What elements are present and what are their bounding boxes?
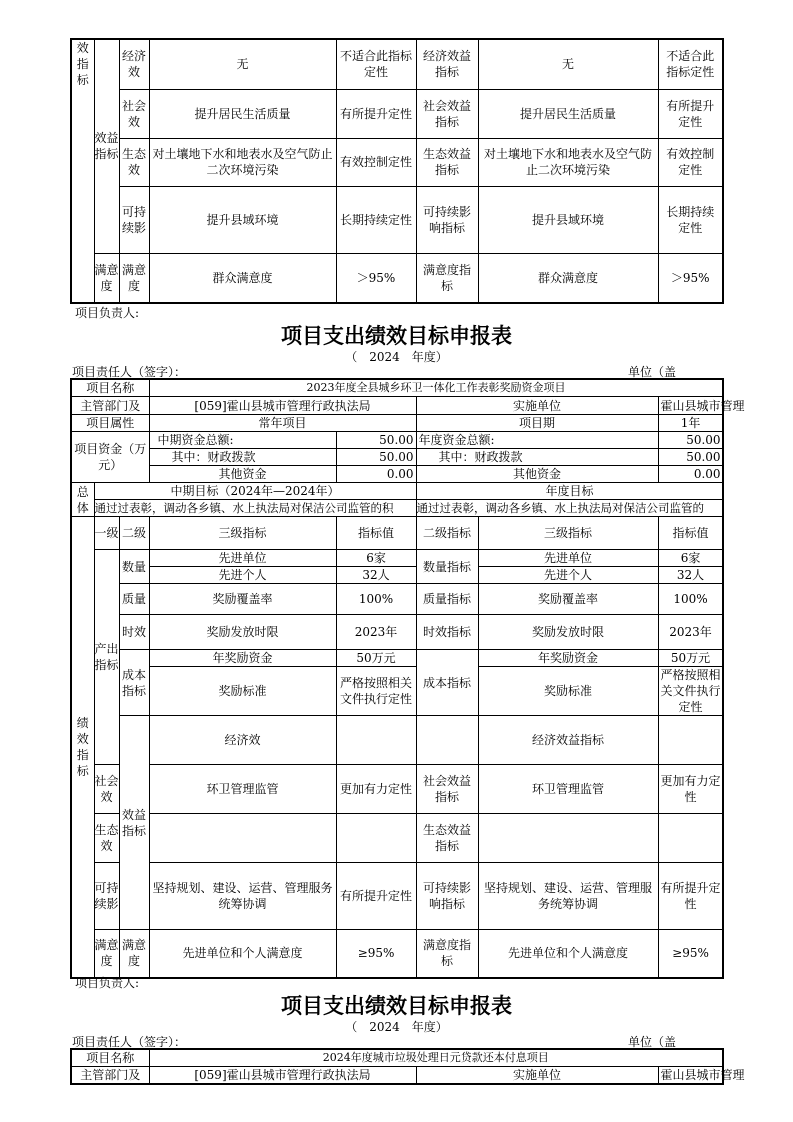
sub-label: 质量	[119, 584, 149, 615]
section3-table	[70, 1048, 745, 1085]
sub-label: 可持续影	[119, 186, 149, 253]
header-cell: 三级指标	[149, 517, 336, 550]
fund-label: 年度资金总额:	[416, 432, 658, 449]
benefit-label: 效益指标	[119, 716, 149, 930]
table-row	[71, 1049, 723, 1067]
sub-label: 社会效	[119, 89, 149, 138]
cell: 100%	[658, 584, 723, 615]
perf-label: 绩效指标	[71, 517, 94, 978]
cell: 社会效益指标	[416, 765, 478, 814]
page-title: 项目支出绩效目标申报表	[281, 993, 512, 1018]
cell: 无	[149, 39, 336, 89]
cell: 可持续影响指标	[416, 186, 478, 253]
table-row	[71, 814, 723, 863]
impl-value: 霍山县城市管理	[658, 397, 723, 415]
cell: 提升县域环境	[149, 186, 336, 253]
unit-label: 单位（盖	[628, 1035, 677, 1049]
table-row	[71, 466, 723, 483]
cell: 更加有力定性	[658, 765, 723, 814]
cell: 坚持规划、建设、运营、管理服务统筹协调	[478, 863, 658, 930]
cell: 坚持规划、建设、运营、管理服务统筹协调	[149, 863, 336, 930]
cell	[416, 716, 478, 765]
responsible-label: 项目责任人（签字）：	[72, 1035, 187, 1049]
footer-label: 项目负责人:	[75, 976, 140, 990]
cell: 经济效益指标	[416, 39, 478, 89]
table-row	[71, 567, 723, 584]
cell: 年奖励资金	[478, 650, 658, 667]
annual-goal-text: 通过过表彰，调动各乡镇、水上执法局对保洁公司监管的	[416, 501, 705, 515]
cell: 32人	[336, 567, 416, 584]
fund-value: 50.00	[336, 432, 416, 449]
perf-label: 效指标	[71, 39, 94, 303]
cell: 时效指标	[416, 615, 478, 650]
cell: 长期持续定性	[336, 186, 416, 253]
section1-table	[70, 38, 724, 304]
impl-value: 霍山县城市管理	[658, 1067, 723, 1085]
cell: 先进单位	[149, 550, 336, 567]
sub-label: 可持续影	[94, 863, 119, 930]
sub-label: 经济效	[119, 39, 149, 89]
cell	[478, 814, 658, 863]
cell: 提升居民生活质量	[149, 89, 336, 138]
annual-goal-label: 年度目标	[417, 483, 723, 500]
cell: 长期持续定性	[658, 186, 723, 253]
cell: 年奖励资金	[149, 650, 336, 667]
sub-label: 成本指标	[119, 650, 149, 716]
footer-label: 项目负责人:	[75, 306, 140, 320]
cell	[336, 716, 416, 765]
cell: 对土壤地下水和地表水及空气防止二次环境污染	[478, 138, 658, 186]
name-value: 2024年度城市垃圾处理日元贷款还本付息项目	[149, 1049, 723, 1067]
cell: 生态效益指标	[416, 814, 478, 863]
sub-label: 经济效	[149, 716, 336, 765]
cell: 有效控制定性	[658, 138, 723, 186]
table-header-row	[71, 517, 723, 550]
cell: 有所提升定性	[658, 863, 723, 930]
cell: 先进单位和个人满意度	[478, 930, 658, 978]
header-cell: 指标值	[658, 517, 723, 550]
cell: 先进单位	[478, 550, 658, 567]
table-row	[71, 716, 723, 765]
sub-label: 满意度	[119, 253, 149, 303]
cell: 50万元	[336, 650, 416, 667]
cell: 生态效益指标	[416, 138, 478, 186]
cell: 社会效益指标	[416, 89, 478, 138]
cell: 50万元	[658, 650, 723, 667]
cell: 奖励覆盖率	[149, 584, 336, 615]
table-row	[71, 89, 723, 138]
benefit-label: 效益指标	[94, 39, 119, 253]
attr-value: 常年项目	[149, 415, 416, 432]
cell: 群众满意度	[478, 253, 658, 303]
cell	[336, 814, 416, 863]
cell: 不适合此指标定性	[658, 39, 723, 89]
cell: 严格按照相关文件执行定性	[336, 667, 416, 716]
header-cell: 三级指标	[478, 517, 658, 550]
header-cell: 二级指标	[416, 517, 478, 550]
fund-label: 项目资金（万元）	[71, 432, 149, 483]
responsible-label: 项目责任人（签字）：	[72, 365, 187, 379]
cell: 有所提升定性	[336, 89, 416, 138]
sub-label: 时效	[119, 615, 149, 650]
cell: 奖励标准	[478, 667, 658, 716]
cell: 先进个人	[478, 567, 658, 584]
attr-label: 项目属性	[71, 415, 149, 432]
page-title: 项目支出绩效目标申报表	[281, 323, 512, 348]
dept-value: [059]霍山县城市管理行政执法局	[149, 397, 416, 415]
table-row	[71, 138, 723, 186]
cell	[658, 716, 723, 765]
table-row	[71, 615, 723, 650]
table-row	[71, 1067, 723, 1085]
cell: 100%	[336, 584, 416, 615]
output-label: 产出指标	[94, 550, 119, 765]
table-row	[71, 863, 723, 930]
table-row	[71, 186, 723, 253]
table-row	[71, 650, 723, 667]
header-cell: 指标值	[336, 517, 416, 550]
cell: 经济效益指标	[478, 716, 658, 765]
header-cell: 二级	[119, 517, 149, 550]
cell: 先进个人	[149, 567, 336, 584]
cell: 可持续影响指标	[416, 863, 478, 930]
header-cell: 一级	[94, 517, 119, 550]
fund-value: 50.00	[336, 449, 416, 466]
fund-label: 其中：财政拨款	[416, 449, 658, 466]
table-row	[71, 397, 723, 415]
sub-label: 社会效	[94, 765, 119, 814]
cell: 对土壤地下水和地表水及空气防止二次环境污染	[149, 138, 336, 186]
table-row	[71, 253, 723, 303]
name-label: 项目名称	[71, 1049, 149, 1067]
cell: 有效控制定性	[336, 138, 416, 186]
cell: 奖励发放时限	[149, 615, 336, 650]
annual-goal-cell	[416, 483, 723, 517]
cell: 不适合此指标定性	[336, 39, 416, 89]
table-row	[71, 667, 723, 716]
sub-label: 数量	[119, 550, 149, 584]
cell: 满意度指标	[416, 253, 478, 303]
table-row	[71, 765, 723, 814]
fund-value: 0.00	[336, 466, 416, 483]
table-row	[71, 415, 723, 432]
cell	[149, 814, 336, 863]
cell: 环卫管理监管	[478, 765, 658, 814]
impl-label: 实施单位	[416, 1067, 658, 1085]
cell: 有所提升定性	[658, 89, 723, 138]
cell: 先进单位和个人满意度	[149, 930, 336, 978]
mid-goal-label: 中期目标（2024年—2024年）	[95, 483, 416, 500]
cell: 有所提升定性	[336, 863, 416, 930]
dept-label: 主管部门及	[71, 1067, 149, 1085]
cell: ＞95%	[336, 253, 416, 303]
cell: 2023年	[336, 615, 416, 650]
cell: 6家	[658, 550, 723, 567]
cell: 质量指标	[416, 584, 478, 615]
cell: 严格按照相关文件执行定性	[658, 667, 723, 716]
table-row	[71, 550, 723, 567]
cell: 2023年	[658, 615, 723, 650]
table-row	[71, 379, 723, 397]
cell: 数量指标	[416, 550, 478, 584]
cell: 提升居民生活质量	[478, 89, 658, 138]
period-label: 项目期	[416, 415, 658, 432]
year-label: （ 2024 年度）	[345, 1020, 448, 1034]
sub-label: 生态效	[94, 814, 119, 863]
sub-label: 满意度	[119, 930, 149, 978]
cell: ≥95%	[658, 930, 723, 978]
mid-goal-cell	[94, 483, 416, 517]
fund-value: 50.00	[658, 432, 723, 449]
cell: 6家	[336, 550, 416, 567]
cell: 奖励发放时限	[478, 615, 658, 650]
overall-label: 总体	[71, 483, 94, 517]
period-value: 1年	[658, 415, 723, 432]
cell: 提升县域环境	[478, 186, 658, 253]
cell: 更加有力定性	[336, 765, 416, 814]
unit-label: 单位（盖	[628, 365, 677, 379]
cell	[658, 814, 723, 863]
table-row	[71, 39, 723, 89]
cell: 成本指标	[416, 650, 478, 716]
cell: 无	[478, 39, 658, 89]
sub-label: 满意度	[94, 253, 119, 303]
cell: 群众满意度	[149, 253, 336, 303]
table-row	[71, 432, 723, 449]
table-row	[71, 584, 723, 615]
fund-value: 50.00	[658, 449, 723, 466]
fund-label: 其他资金	[149, 466, 336, 483]
table-row	[71, 930, 723, 978]
cell: ≥95%	[336, 930, 416, 978]
sub-label: 生态效	[119, 138, 149, 186]
cell: 奖励标准	[149, 667, 336, 716]
table-row	[71, 483, 723, 517]
name-value: 2023年度全县城乡环卫一体化工作表彰奖励资金项目	[149, 379, 723, 397]
sub-label: 满意度	[94, 930, 119, 978]
cell: ＞95%	[658, 253, 723, 303]
name-label: 项目名称	[71, 379, 149, 397]
section2-table	[70, 378, 745, 979]
cell: 奖励覆盖率	[478, 584, 658, 615]
cell: 环卫管理监管	[149, 765, 336, 814]
fund-label: 其他资金	[416, 466, 658, 483]
impl-label: 实施单位	[416, 397, 658, 415]
table-row	[71, 449, 723, 466]
cell: 满意度指标	[416, 930, 478, 978]
fund-label: 中期资金总额:	[149, 432, 336, 449]
cell: 32人	[658, 567, 723, 584]
dept-value: [059]霍山县城市管理行政执法局	[149, 1067, 416, 1085]
fund-value: 0.00	[658, 466, 723, 483]
mid-goal-text: 通过过表彰，调动各乡镇、水上执法局对保洁公司监管的积	[94, 501, 394, 515]
dept-label: 主管部门及	[71, 397, 149, 415]
year-label: （ 2024 年度）	[345, 350, 448, 364]
fund-label: 其中：财政拨款	[149, 449, 336, 466]
